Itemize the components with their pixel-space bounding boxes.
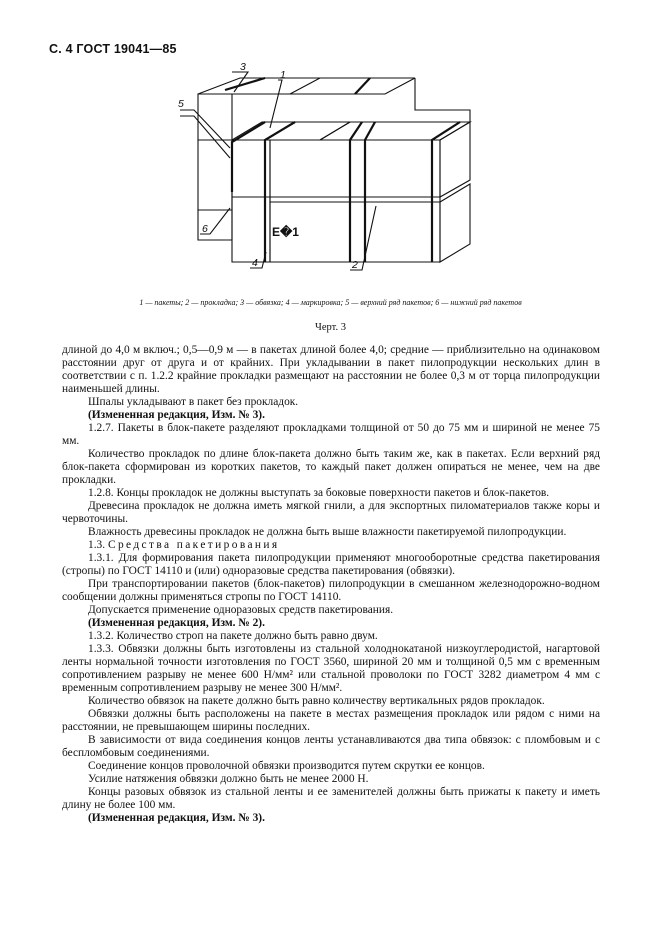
label-packages: 1 [280,69,286,81]
paragraph: Количество прокладок по длине блок-пакета должно быть таким же, как в пакетах. Если верхний ряд блок-пакета сформирован из коротких пакетов, то каждый пакет должен опираться не менее, чем на две прокладки. [62,448,600,486]
front-lower-package-right [440,184,470,262]
strap-5 [365,122,375,262]
section-heading [62,539,600,552]
figure-caption: 1 — пакеты; 2 — прокладка; 3 — обвязка; 4 — маркировка; 5 — верхний ряд пакетов; 6 — нижний ряд пакетов [139,298,522,307]
body-text [62,344,600,825]
paragraph: 1.3.3. Обвязки должны быть изготовлены из стальной холоднокатаной низкоуглеродистой, нагартовой ленты нормальной точности изготовления по ГОСТ 3560, шириной 20 мм и толщиной 0,5 мм с временным сопротивлением разрыву не менее 600 Н/мм² или стальной проволоки по ГОСТ 3282 диаметром 4 мм с временным сопротивлением разрыву не менее 300 Н/мм². [62,643,600,694]
strap-4 [350,122,362,262]
section-title: Средства пакетирования [107,539,280,551]
paragraph: В зависимости от вида соединения концов ленты устанавливаются два типа обвязок: с пломбовым и с беспломбовым соединениями. [62,734,600,759]
paragraph: При транспортировании пакетов (блок-пакетов) пилопродукции в смешанном железнодорожно-водном сообщении должны применяться стропы по ГОСТ 14110. [62,578,600,603]
page-header: С. 4 ГОСТ 19041—85 [49,42,177,56]
rear-lower-package-end [198,140,232,210]
straps [225,78,460,262]
paragraph: Концы разовых обвязок из стальной ленты и ее заменителей должны быть прижаты к пакету и иметь длину не более 100 мм. [62,786,600,811]
strap-2 [232,122,265,192]
strap-1 [225,78,265,90]
label-marking: 4 [252,257,258,269]
amendment-note: (Измененная редакция, Изм. № 2). [88,617,265,629]
front-upper-package-side [270,140,440,197]
strap-6 [355,78,370,94]
paragraph: Древесина прокладок не должна иметь мягкой гнили, а для экспортных пиломатериалов также коры и червоточины. [62,500,600,525]
paragraph: 1.2.7. Пакеты в блок-пакете разделяют прокладками толщиной от 50 до 75 мм и шириной не менее 75 мм. [62,422,600,447]
block-package-figure [170,62,510,292]
label-straps: 3 [240,62,246,73]
paragraph: 1.2.8. Концы прокладок не должны выступать за боковые поверхности пакетов и блок-пакетов. [88,487,550,499]
label-lower-row: 6 [202,223,208,235]
amendment-note: (Измененная редакция, Изм. № 3). [88,812,265,824]
label-upper-row: 5 [178,98,184,110]
paragraph: Обвязки должны быть расположены на пакете в местах размещения прокладок или рядом с ними на расстоянии, не превышающем ширины последних. [62,708,600,733]
amendment-note: (Измененная редакция, Изм. № 3). [88,409,265,421]
rear-right-edge [415,78,470,122]
paragraph: Влажность древесины прокладок не должна быть выше влажности пакетируемой пилопродукции. [88,526,567,538]
paragraph: Шпалы укладывают в пакет без прокладок. [88,396,299,408]
paragraph: 1.3.1. Для формирования пакета пилопродукции применяют многооборотные средства пакетирования (стропы) по ГОСТ 14110 и (или) одноразовые средства пакетирования (обвязки). [62,552,600,577]
label-spacer: 2 [352,259,358,271]
package-marking: Е�1 [272,225,299,239]
paragraph: Допускается применение одноразовых средств пакетирования. [88,604,394,616]
figure-title: Черт. 3 [315,322,346,333]
paragraph: Соединение концов проволочной обвязки производится путем скрутки ее концов. [88,760,485,772]
rear-upper-package-end [198,94,232,140]
paragraph: длиной до 4,0 м включ.; 0,5—0,9 м — в пакетах длиной более 4,0; средние — приблизительно на одинаковом расстоянии друг от друга и от крайних. При укладывании в пакет пилопродукции нескольких длин в соответствии с п. 1.2.2 крайние прокладки размещают на расстоянии не более 0,3 м от торца пилопродукции наименьшей длины. [62,344,600,395]
paragraph: Количество обвязок на пакете должно быть равно количеству вертикальных рядов прокладок. [88,695,545,707]
section-number: 1.3. [88,539,106,551]
paragraph: 1.3.2. Количество строп на пакете должно быть равно двум. [88,630,378,642]
spacer-between-rows [270,197,440,202]
paragraph: Усилие натяжения обвязки должно быть не менее 2000 Н. [88,773,369,785]
rear-top-right-package [290,78,415,94]
